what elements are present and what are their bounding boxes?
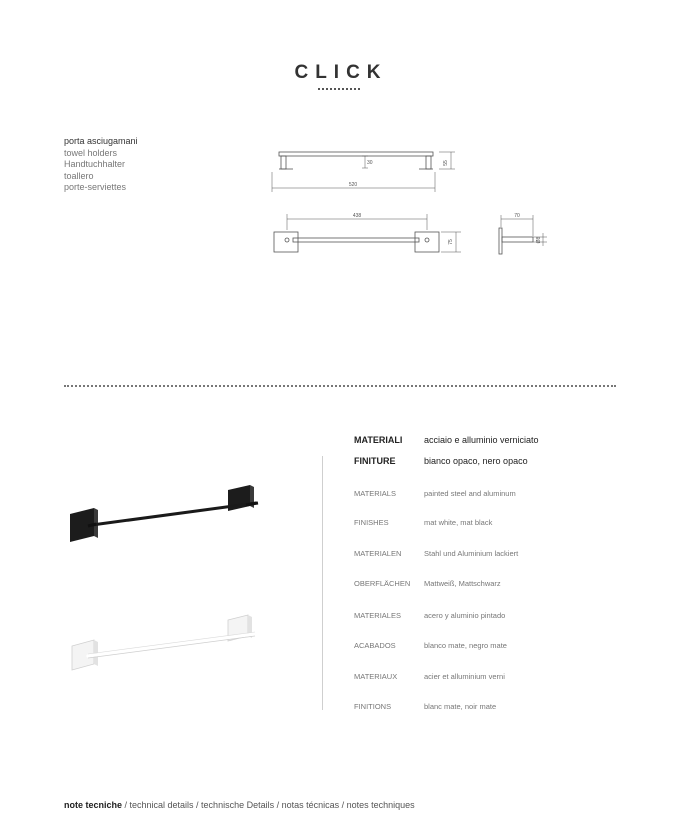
page-title: CLICK — [294, 62, 388, 83]
side-view-drawing — [499, 215, 547, 254]
product-name-primary: porta asciugamani — [64, 136, 138, 146]
spec-label: ACABADOS — [354, 641, 396, 650]
spec-value: bianco opaco, nero opaco — [424, 456, 528, 466]
spec-row-materiali — [354, 435, 604, 449]
spec-value: mat white, mat black — [424, 518, 493, 527]
spec-row-oberflaechen — [354, 579, 604, 593]
spec-row-finishes — [354, 518, 604, 532]
spec-label: MATERIALS — [354, 489, 396, 498]
spec-divider-line — [322, 456, 323, 710]
spec-value: acciaio e alluminio verniciato — [424, 435, 539, 445]
section-divider — [64, 385, 616, 387]
title-divider — [318, 88, 360, 90]
product-name-fr: porte-serviettes — [64, 182, 127, 192]
spec-value: painted steel and aluminum — [424, 489, 516, 498]
spec-label: FINISHES — [354, 518, 389, 527]
spec-label: MATERIALES — [354, 611, 401, 620]
spec-row-finitions — [354, 702, 604, 716]
product-name-de: Handtuchhalter — [64, 159, 126, 169]
spec-label: OBERFLÄCHEN — [354, 579, 411, 588]
product-images — [60, 470, 270, 680]
spec-value: blanco mate, negro mate — [424, 641, 507, 650]
spec-label: FINITURE — [354, 456, 396, 466]
product-names — [64, 136, 138, 194]
spec-label: MATERIAUX — [354, 672, 398, 681]
spec-row-materials — [354, 489, 604, 503]
dim-front-width: 520 — [348, 182, 358, 188]
spec-row-materiaux — [354, 672, 604, 686]
spec-value: acier et alluminium verni — [424, 672, 505, 681]
dim-top-depth: 75 — [448, 239, 454, 245]
technical-drawings — [265, 140, 565, 270]
front-view-drawing — [272, 152, 455, 192]
spec-label: MATERIALEN — [354, 549, 402, 558]
spec-value: Mattweiß, Mattschwarz — [424, 579, 501, 588]
spec-row-acabados — [354, 641, 604, 655]
spec-row-finiture — [354, 456, 604, 470]
footer-note — [64, 800, 415, 810]
dim-side-diameter: Ø8 — [536, 236, 542, 244]
product-name-en: towel holders — [64, 147, 118, 158]
spec-label: MATERIALI — [354, 435, 403, 445]
footer-note-rest: / technical details / technische Details / notas técnicas / notes techniques — [122, 800, 415, 810]
dim-front-depth: 30 — [367, 160, 373, 166]
top-view-drawing — [274, 214, 461, 252]
spec-value: acero y aluminio pintado — [424, 611, 506, 620]
black-towel-holder-image — [70, 485, 258, 542]
footer-note-bold: note tecniche — [64, 800, 123, 810]
dim-side-width: 70 — [514, 213, 520, 219]
dim-top-length: 438 — [352, 213, 362, 219]
spec-label: FINITIONS — [354, 702, 392, 711]
spec-row-materiales — [354, 611, 604, 625]
spec-value: blanc mate, noir mate — [424, 702, 497, 711]
white-towel-holder-image — [72, 615, 255, 670]
dim-front-height: 55 — [443, 160, 449, 166]
product-name-es: toallero — [64, 170, 94, 181]
spec-row-materialen — [354, 549, 604, 563]
spec-value: Stahl und Aluminium lackiert — [424, 549, 519, 558]
